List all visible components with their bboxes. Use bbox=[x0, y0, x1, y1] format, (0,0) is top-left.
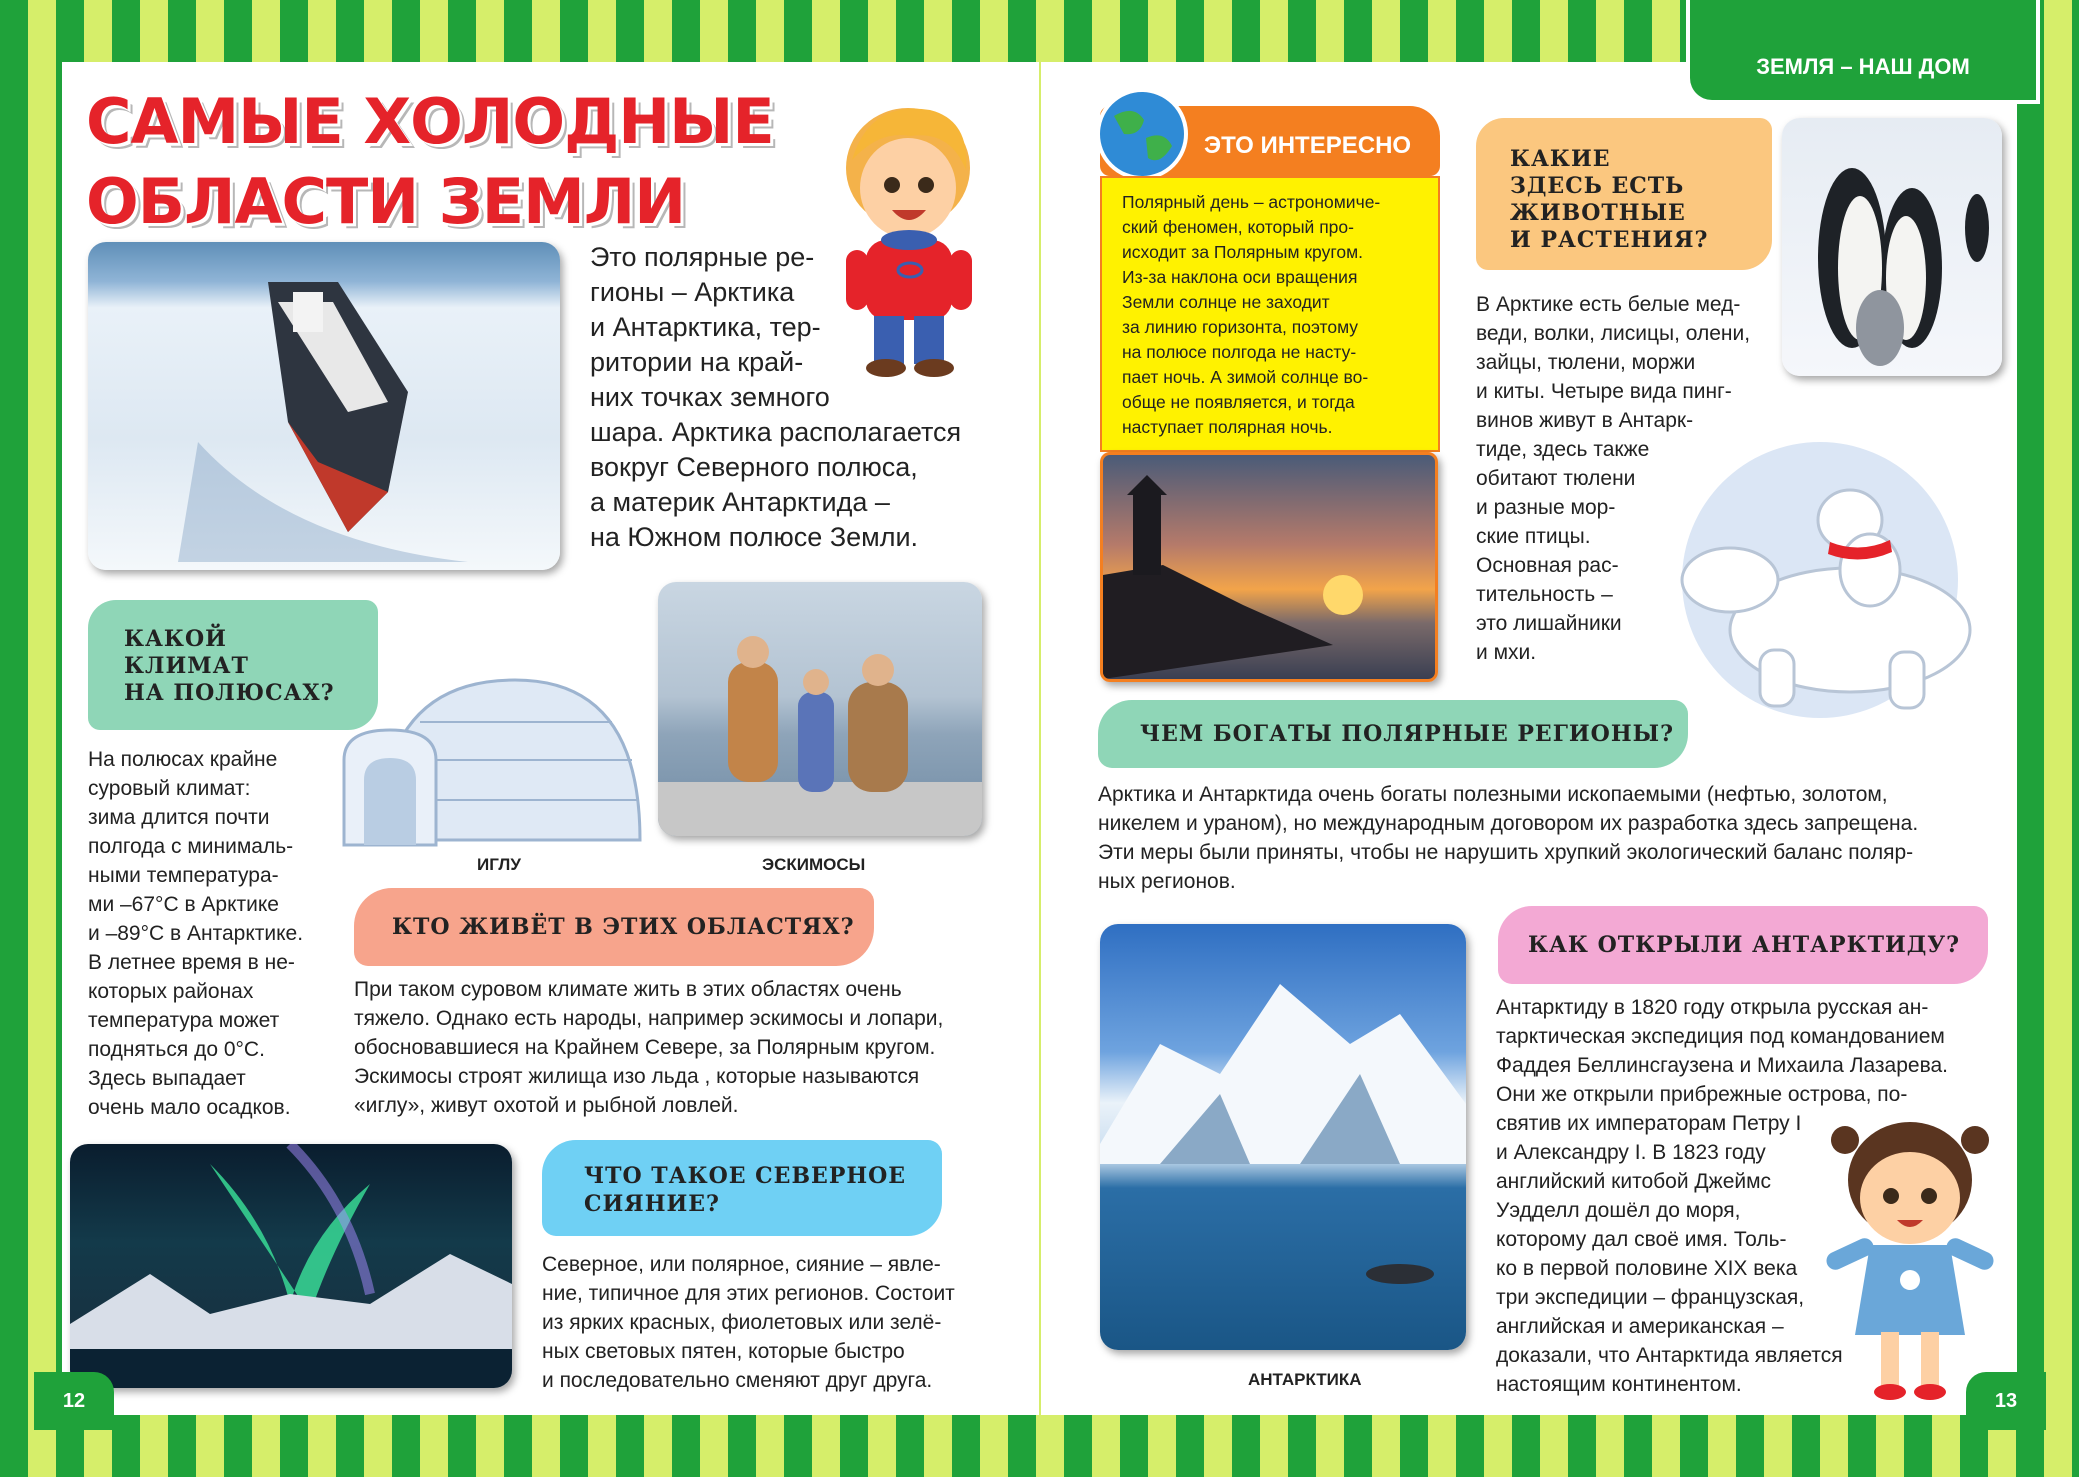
page-title: САМЫЕ ХОЛОДНЫЕ ОБЛАСТИ ЗЕМЛИ bbox=[86, 85, 774, 238]
igloo-illustration bbox=[340, 650, 650, 850]
eskimos-photo bbox=[658, 582, 982, 836]
icebreaker-photo bbox=[88, 242, 560, 570]
globe-icon bbox=[1094, 86, 1190, 182]
aurora-text: Северное, или полярное, сияние – явле- ние, типичное для этих регионов. Состоит из ярких красных, фиолетовых или зелё- ных световых пятен, которые быстро и последовательно сменяют друг друга. bbox=[542, 1253, 955, 1392]
polar-bears-illustration bbox=[1650, 430, 1990, 720]
aurora-photo bbox=[70, 1144, 512, 1388]
fact-box bbox=[1100, 176, 1440, 452]
section-label: ЗЕМЛЯ – НАШ ДОМ bbox=[1756, 54, 1970, 79]
page-number-left: 12 bbox=[34, 1372, 114, 1430]
discovery-heading: КАК ОТКРЫЛИ АНТАРКТИДУ? bbox=[1498, 906, 1988, 984]
antarctica-caption: АНТАРКТИКА bbox=[1248, 1370, 1362, 1389]
who-lives-heading: КТО ЖИВЁТ В ЭТИХ ОБЛАСТЯХ? bbox=[354, 888, 874, 966]
climate-text: На полюсах крайне суровый климат: зима длится почти полгода с минималь- ными температура- ми –67°С в Арктике и –89°С в Антарктике. В летнее время в не- которых районах температура может подняться до 0°С. Здесь выпадает очень мало осадков. bbox=[88, 748, 304, 1119]
animals-text: В Арктике есть белые мед- веди, волки, лисицы, олени, зайцы, тюлени, моржи и киты. Четыре вида пинг- винов живут в Антарк- тиде, здесь также обитают тюлени и разные мор- ские птицы. Основная рас- тительность – это лишайники и мхи. bbox=[1476, 293, 1751, 664]
discovery-text: Антарктиду в 1820 году открыла русская ан- тарктическая экспедиция под командованием Фаддея Беллинсгаузена и Михаила Лазарева. Они же открыли прибрежные острова, по- святив их императорам Петру I и Александру I. В 1823 году английский китобой Джеймс Уэдделл дошёл до моря, которому дал своё имя. Толь- ко в первой половине XIX века три экспедиции – французская, английская и американская – доказали, что Антарктида является настоящим континентом. bbox=[1496, 996, 1949, 1396]
aurora-heading: ЧТО ТАКОЕ СЕВЕРНОЕ СИЯНИЕ? bbox=[542, 1140, 942, 1236]
animals-heading: КАКИЕ ЗДЕСЬ ЕСТЬ ЖИВОТНЫЕ И РАСТЕНИЯ? bbox=[1476, 118, 1772, 270]
penguins-photo bbox=[1782, 118, 2002, 376]
polar-sunset-photo bbox=[1100, 452, 1438, 682]
rich-heading: ЧЕМ БОГАТЫ ПОЛЯРНЫЕ РЕГИОНЫ? bbox=[1098, 700, 1688, 768]
girl-illustration bbox=[1815, 1110, 2005, 1410]
page-number-right: 13 bbox=[1966, 1372, 2046, 1430]
section-tab bbox=[1686, 0, 2040, 104]
who-lives-text: При таком суровом климате жить в этих областях очень тяжело. Однако есть народы, например эскимосы и лопари, обосновавшиеся на Крайнем Севере, за Полярным кругом. Эскимосы строят жилища изо льда , которые называются «иглу», живут охотой и рыбной ловлей. bbox=[354, 978, 944, 1117]
intro-text: Это полярные ре- гионы – Арктика и Антарктика, тер- ритории на край- них точках земного шара. Арктика располагается вокруг Северного полюса, а материк Антарктида – на Южном полюсе Земли. bbox=[590, 242, 962, 552]
igloo-caption: ИГЛУ bbox=[477, 855, 521, 874]
eskimos-caption: ЭСКИМОСЫ bbox=[762, 855, 866, 874]
antarctica-photo bbox=[1100, 924, 1466, 1350]
rich-text: Арктика и Антарктида очень богаты полезными ископаемыми (нефтью, золотом, никелем и ураном), но международным договором их разработка здесь запрещена. Эти меры были приняты, чтобы не нарушить хрупкий экологический баланс поляр- ных регионов. bbox=[1098, 783, 1919, 893]
climate-heading: КАКОЙ КЛИМАТ НА ПОЛЮСАХ? bbox=[88, 600, 378, 730]
fact-heading: ЭТО ИНТЕРЕСНО bbox=[1204, 132, 1412, 159]
fact-text: Полярный день – астрономиче- ский феномен, который про- исходит за Полярным кругом. Из-за наклона оси вращения Земли солнце не заходит за линию горизонта, поэтому на полюсе полгода не насту- пает ночь. А зимой солнце во- обще не появляется, и тогда наступает полярная ночь. bbox=[1122, 192, 1381, 437]
